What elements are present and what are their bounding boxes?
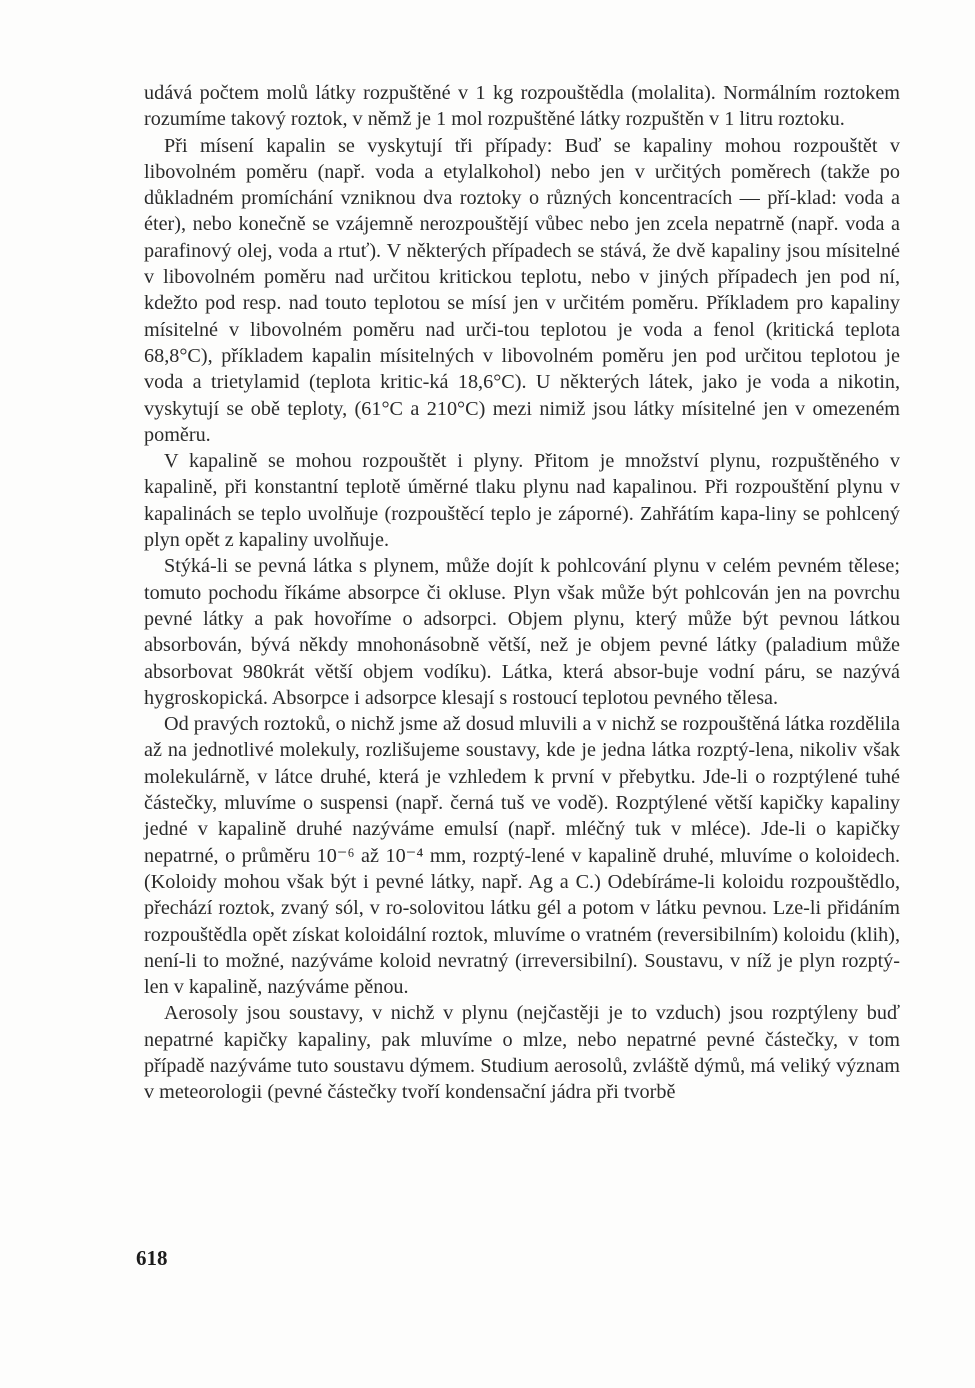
paragraph-gases-in-liquids: V kapalině se mohou rozpouštět i plyny. Přitom je množství plynu, rozpuštěného v kapalině, při konstantní teplotě úměrné tlaku plynu nad kapalinou. Při rozpouštění plynu v kapalinách se teplo uvolňuje (rozpouštěcí teplo je záporné). Zahřátím kapa-liny se pohlcený plyn opět z kapaliny uvolňuje. <box>144 450 900 552</box>
paragraph-molality-continuation: udává počtem molů látky rozpuštěné v 1 kg rozpouštědla (molalita). Normálním roztokem rozumíme takový roztok, v němž je 1 mol rozpuštěné látky rozpuštěn v 1 litru roztoku. <box>144 82 900 131</box>
page-number: 618 <box>136 1246 168 1270</box>
paragraph-colloids: Od pravých roztoků, o nichž jsme až dosud mluvili a v nichž se rozpouštěná látka rozdělila až na jednotlivé molekuly, rozlišujeme soustavy, kde je jedna látka rozptý-lena, nikoliv však molekulárně, v látce druhé, která je vzhledem k první v přebytku. Jde-li o rozptýlené tuhé částečky, mluvíme o suspensi (např. černá tuš ve vodě). Rozptýlené větší kapičky kapaliny jedné v kapalině druhé nazýváme emulsí (např. mléčný tuk v mléce). Jde-li o kapičky nepatrné, o průměru 10⁻⁶ až 10⁻⁴ mm, rozptý-lené v kapalině druhé, mluvíme o koloidech. (Koloidy mohou však být i pevné látky, např. Ag a C.) Odebíráme-li koloidu rozpouštědlo, přechází roztok, zvaný sól, v ro-solovitou látku gél a potom v látku pevnou. Lze-li přidáním rozpouštědla opět získat koloidální roztok, mluvíme o vratném (reversibilním) koloidu (klih), není-li to možné, nazýváme koloid nevratný (irreversibilní). Soustavu, v níž je plyn rozptý-len v kapalině, nazýváme pěnou. <box>144 713 900 999</box>
paragraph-aerosols: Aerosoly jsou soustavy, v nichž v plynu (nejčastěji je to vzduch) jsou rozptýleny buď nepatrné kapičky kapaliny, pak mluvíme o mlze, nebo nepatrné pevné částečky, v tom případě nazýváme tuto soustavu dýmem. Studium aerosolů, zvláště dýmů, má veliký význam v meteorologii (pevné částečky tvoří kondensační jádra při tvorbě <box>144 1002 900 1104</box>
paragraph-mixing-liquids: Při mísení kapalin se vyskytují tři případy: Buď se kapaliny mohou rozpouštět v libovolném poměru (např. voda a etylalkohol) nebo jen v určitých poměrech (takže po důkladném promíchání vzniknou dva roztoky o různých koncentracích — pří-klad: voda a éter), nebo konečně se vzájemně nerozpouštějí vůbec nebo jen zcela nepatrně (např. voda a parafinový olej, voda a rtuť). V některých případech se stává, že dvě kapaliny jsou mísitelné v libovolném poměru nad určitou kritickou teplotu, nebo v jiných případech jen pod ní, kdežto pod resp. nad touto teplotou se mísí jen v určitém poměru. Příkladem pro kapaliny mísitelné v libovolném poměru nad urči-tou teplotou je voda a fenol (kritická teplota 68,8°C), příkladem kapalin mísitelných v libovolném poměru jen pod určitou teplotou je voda a trietylamid (teplota kritic-ká 18,6°C). U některých látek, jako je voda a nikotin, vyskytují se obě teploty, (61°C a 210°C) mezi nimiž jsou látky mísitelné jen v omezeném poměru. <box>144 134 900 446</box>
body-text <box>144 80 900 1106</box>
paragraph-absorption: Stýká-li se pevná látka s plynem, může dojít k pohlcování plynu v celém pevném tělese; tomuto pochodu říkáme absorpce či okluse. Plyn však může být pohlcován jen na povrchu pevné látky a pak hovoříme o adsorpci. Objem plynu, který může být pevnou látkou absorbován, bývá někdy mnohonásobně větší, než je objem pevné látky (paladium může absorbovat 980krát větší objem vodíku). Látka, která absor-buje vodní páru, se nazývá hygroskopická. Absorpce i adsorpce klesají s rostoucí teplotou pevného tělesa. <box>144 555 900 709</box>
